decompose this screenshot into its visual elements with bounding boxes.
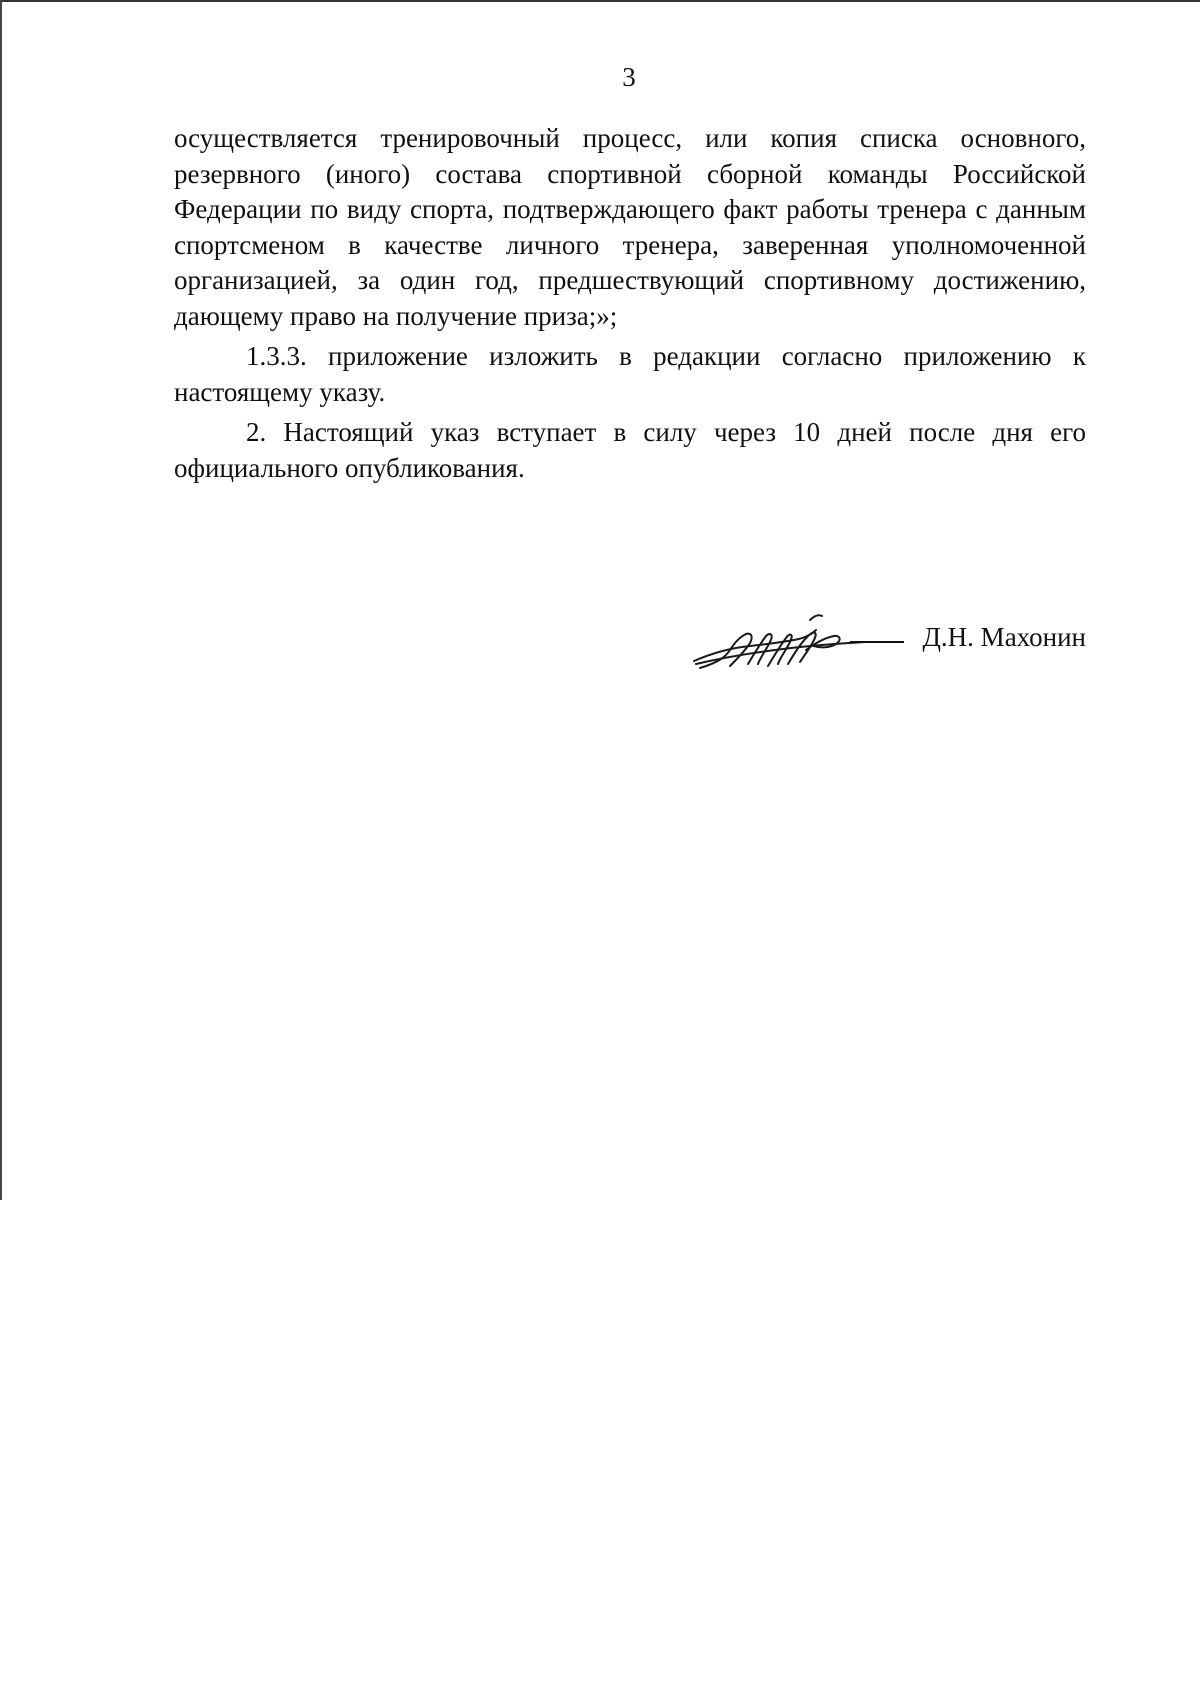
signer-name: Д.Н. Махонин — [922, 622, 1086, 652]
paragraph-item-1-3-3: 1.3.3. приложение изложить в редакции согласно приложению к настоящему указу. — [174, 341, 1086, 407]
scan-edge-left — [0, 0, 2, 1200]
signature-block — [680, 598, 1086, 678]
paragraph-continuation: осуществляется тренировочный процесс, или копия списка основного, резервного (иного) состава спортивной сборной команды Российской Федерации по виду спорта, подтверждающего факт работы тренера с данным спортсменом в качестве личного тренера, заверенная уполномоченной организацией, за один год, предшествующий спортивному достижению, дающему право на получение приза;»; — [174, 123, 1086, 331]
page-number: 3 — [622, 62, 636, 92]
document-body — [174, 121, 1086, 491]
paragraph-item-2: 2. Настоящий указ вступает в силу через 10 дней после дня его официального опубликования. — [174, 417, 1086, 483]
signature-dash — [850, 641, 904, 643]
scan-edge-top — [0, 0, 1200, 2]
